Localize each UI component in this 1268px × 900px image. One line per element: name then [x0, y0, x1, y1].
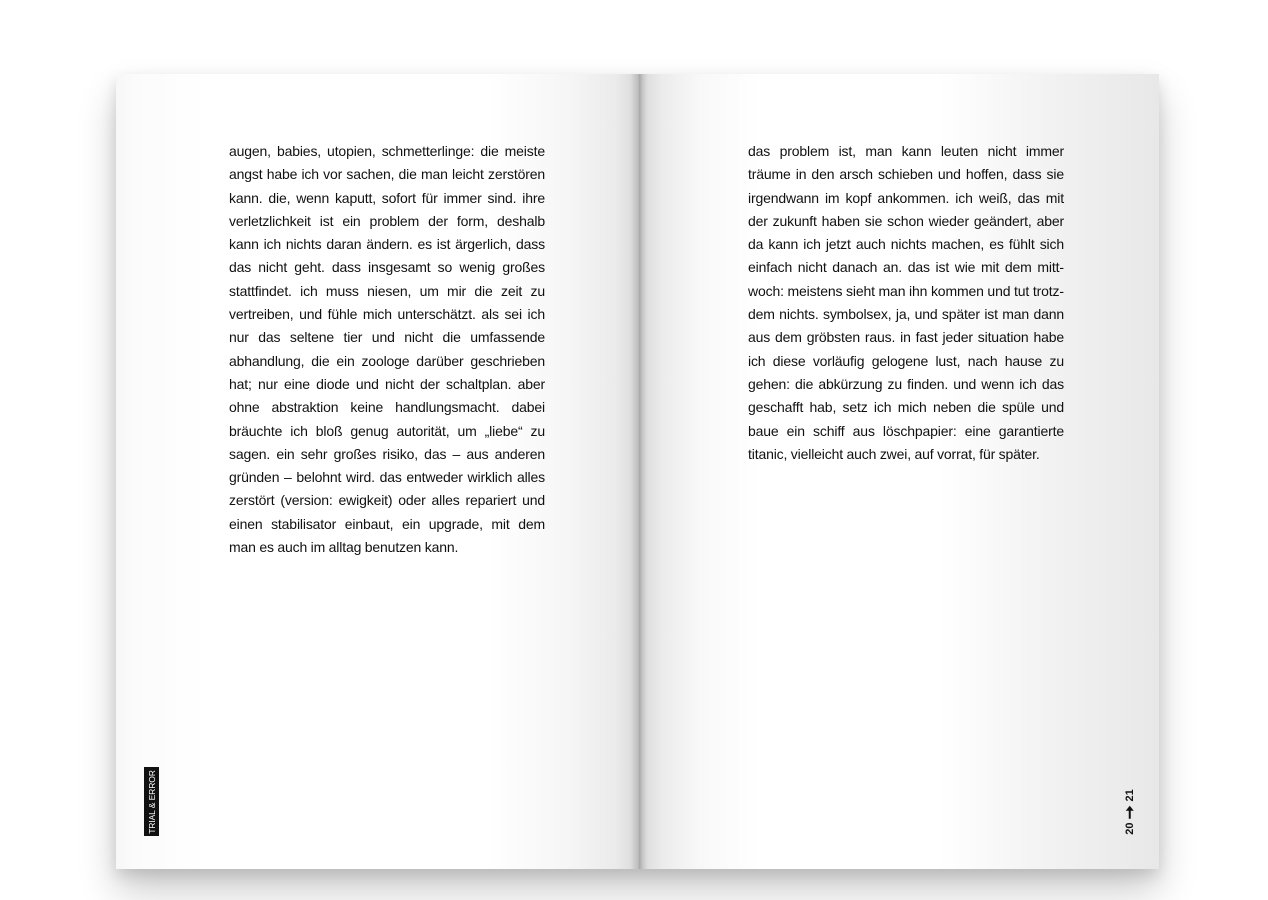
side-label-text: TRIAL & ERROR [146, 769, 157, 834]
left-page [116, 74, 639, 869]
arrow-right-icon [1126, 806, 1134, 819]
left-page-body-text: augen, babies, utopien, schmetterlinge: die meiste angst habe ich vor sachen, die man leicht zerstören kann. die, wenn kaputt, sofort für immer sind. ihre verletzlichkeit ist ein problem der form, deshalb kann ich nichts daran ändern. es ist ärgerlich, dass das nicht geht. dass insgesamt so wenig großes stattfindet. ich muss niesen, um mir die zeit zu vertreiben, und fühle mich unterschätzt. als sei ich nur das seltene tier und nicht die umfassende abhandlung, die ein zoologe darüber geschrieben hat; nur eine diode und nicht der schaltplan. aber ohne abstraktion keine handlungsmacht. dabei bräuchte ich bloß genug autorität, um „liebe“ zu sagen. ein sehr großes risiko, das – aus anderen gründen – belohnt wird. das entweder wirklich alles zerstört (version: ewigkeit) oder alles repariert und einen stabilisator einbaut, ein upgrade, mit dem man es auch im alltag benutzen kann. [229, 143, 545, 556]
right-page-body-text: das problem ist, man kann leuten nicht immer träume in den arsch schieben und hoffen, dass sie irgendwann im kopf ankommen. ich weiß, das mit der zukunft haben sie schon wieder geändert, aber da kann ich jetzt auch nichts machen, es fühlt sich einfach nicht danach an. das ist wie mit dem mittwoch: meistens sieht man ihn kommen und tut trotzdem nichts. symbolsex, ja, und später ist man dann aus dem gröbsten raus. in fast jeder situation habe ich diese vorläufig gelogene lust, nach hause zu gehen: die abkürzung zu finden. und wenn ich das geschafft hab, setz ich mich neben die spüle und baue ein schiff aus löschpapier: eine garantierte titanic, vielleicht auch zwei, auf vorrat, für später. [748, 143, 1064, 462]
page-number-start: 20 [1124, 822, 1136, 835]
book-spread [116, 74, 1159, 869]
side-label-tag [144, 767, 159, 836]
page-number-end: 21 [1124, 789, 1136, 802]
page-number-indicator [1123, 786, 1137, 838]
right-page [639, 74, 1159, 869]
